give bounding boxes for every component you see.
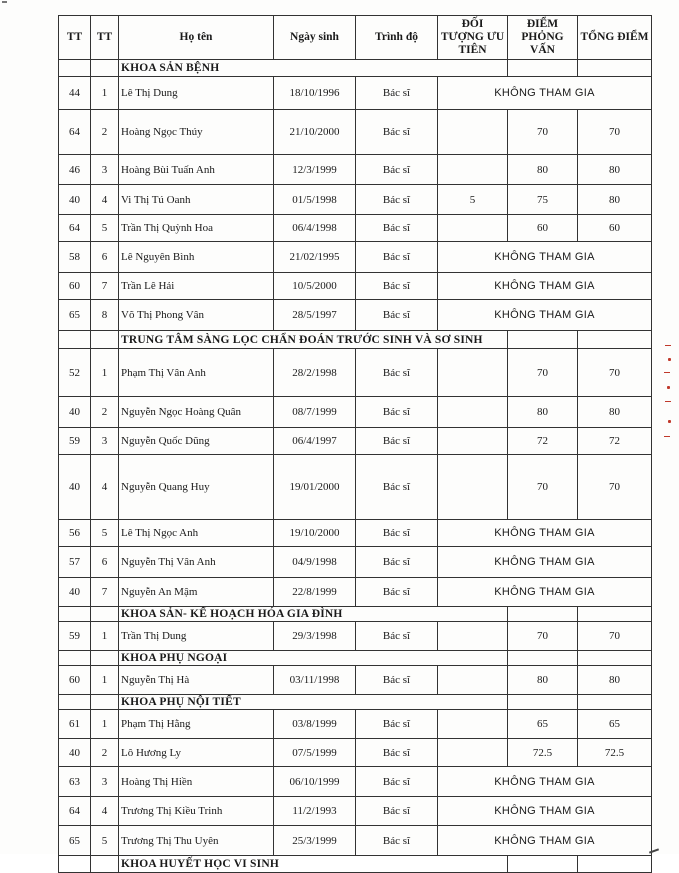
- cell-priority: [438, 710, 508, 739]
- cell-level: Bác sĩ: [356, 397, 438, 428]
- cell-tt-local: 1: [91, 666, 119, 695]
- cell-name: Nguyễn Quốc Dũng: [119, 428, 274, 455]
- cell-dob: 03/8/1999: [274, 710, 356, 739]
- table-row: [59, 767, 652, 797]
- cell-interview: 70: [508, 110, 578, 155]
- section-tt-blank: [59, 60, 91, 77]
- cell-total: 70: [578, 349, 652, 397]
- cell-name: Nguyễn Thị Vân Anh: [119, 547, 274, 578]
- cell-absent: KHÔNG THAM GIA: [438, 273, 652, 300]
- cell-absent: KHÔNG THAM GIA: [438, 77, 652, 110]
- cell-name: Hoàng Ngọc Thúy: [119, 110, 274, 155]
- cell-total: 60: [578, 215, 652, 242]
- cell-tt-global: 65: [59, 300, 91, 331]
- margin-mark: [667, 386, 670, 389]
- header-interview: ĐIỂM PHỎNG VẤN: [508, 16, 578, 60]
- cell-dob: 06/10/1999: [274, 767, 356, 797]
- cell-dob: 03/11/1998: [274, 666, 356, 695]
- cell-tt-local: 8: [91, 300, 119, 331]
- section-blank: [508, 331, 578, 349]
- table-row: [59, 710, 652, 739]
- cell-tt-local: 4: [91, 455, 119, 520]
- cell-name: Võ Thị Phong Vân: [119, 300, 274, 331]
- section-stt-blank: [91, 331, 119, 349]
- cell-tt-local: 2: [91, 110, 119, 155]
- table-row: [59, 547, 652, 578]
- cell-name: Lê Thị Ngọc Anh: [119, 520, 274, 547]
- table-row: [59, 155, 652, 185]
- header-row: [59, 16, 652, 60]
- table-row: [59, 349, 652, 397]
- table-row: [59, 622, 652, 651]
- section-row: [59, 607, 652, 622]
- section-tt-blank: [59, 651, 91, 666]
- section-title: KHOA HUYẾT HỌC VI SINH: [119, 856, 508, 873]
- margin-mark: [668, 420, 671, 423]
- cell-dob: 21/10/2000: [274, 110, 356, 155]
- cell-level: Bác sĩ: [356, 185, 438, 215]
- cell-name: Lô Hương Ly: [119, 739, 274, 767]
- cell-priority: [438, 397, 508, 428]
- cell-tt-local: 1: [91, 349, 119, 397]
- cell-total: 70: [578, 622, 652, 651]
- cell-name: Nguyễn Thị Hà: [119, 666, 274, 695]
- cell-level: Bác sĩ: [356, 273, 438, 300]
- cell-level: Bác sĩ: [356, 797, 438, 826]
- table-row: [59, 578, 652, 607]
- margin-mark: [664, 436, 670, 437]
- cell-absent: KHÔNG THAM GIA: [438, 547, 652, 578]
- cell-tt-local: 1: [91, 622, 119, 651]
- cell-level: Bác sĩ: [356, 155, 438, 185]
- cell-tt-global: 65: [59, 826, 91, 856]
- cell-name: Lê Nguyên Bình: [119, 242, 274, 273]
- section-blank: [578, 607, 652, 622]
- section-stt-blank: [91, 60, 119, 77]
- margin-mark: [664, 372, 670, 373]
- table-row: [59, 110, 652, 155]
- margin-mark: [665, 401, 671, 402]
- cell-tt-global: 40: [59, 578, 91, 607]
- section-title: TRUNG TÂM SÀNG LỌC CHẨN ĐOÁN TRƯỚC SINH VÀ SƠ SINH: [119, 331, 508, 349]
- cell-name: Hoàng Bùi Tuấn Anh: [119, 155, 274, 185]
- section-row: [59, 651, 652, 666]
- cell-name: Lê Thị Dung: [119, 77, 274, 110]
- cell-name: Phạm Thị Hằng: [119, 710, 274, 739]
- cell-level: Bác sĩ: [356, 826, 438, 856]
- cell-total: 72.5: [578, 739, 652, 767]
- cell-dob: 12/3/1999: [274, 155, 356, 185]
- cell-name: Nguyễn Quang Huy: [119, 455, 274, 520]
- cell-tt-global: 56: [59, 520, 91, 547]
- section-stt-blank: [91, 651, 119, 666]
- cell-total: 80: [578, 397, 652, 428]
- cell-dob: 29/3/1998: [274, 622, 356, 651]
- cell-tt-local: 3: [91, 428, 119, 455]
- section-tt-blank: [59, 331, 91, 349]
- cell-tt-global: 40: [59, 397, 91, 428]
- cell-tt-local: 7: [91, 578, 119, 607]
- section-title: KHOA PHỤ NỘI TIẾT: [119, 695, 508, 710]
- section-blank: [578, 651, 652, 666]
- cell-level: Bác sĩ: [356, 666, 438, 695]
- section-title: KHOA SẢN- KẾ HOẠCH HÓA GIA ĐÌNH: [119, 607, 508, 622]
- cell-tt-local: 1: [91, 710, 119, 739]
- table-row: [59, 826, 652, 856]
- cell-tt-local: 5: [91, 826, 119, 856]
- cell-priority: [438, 110, 508, 155]
- cell-tt-global: 59: [59, 428, 91, 455]
- cell-level: Bác sĩ: [356, 77, 438, 110]
- cell-level: Bác sĩ: [356, 578, 438, 607]
- cell-total: 80: [578, 666, 652, 695]
- cell-tt-local: 5: [91, 215, 119, 242]
- table-row: [59, 797, 652, 826]
- cell-priority: 5: [438, 185, 508, 215]
- cell-dob: 18/10/1996: [274, 77, 356, 110]
- table-row: [59, 273, 652, 300]
- cell-dob: 19/01/2000: [274, 455, 356, 520]
- cell-interview: 72.5: [508, 739, 578, 767]
- cell-priority: [438, 622, 508, 651]
- cell-dob: 08/7/1999: [274, 397, 356, 428]
- cell-tt-local: 4: [91, 797, 119, 826]
- cell-level: Bác sĩ: [356, 242, 438, 273]
- cell-dob: 06/4/1997: [274, 428, 356, 455]
- cell-dob: 21/02/1995: [274, 242, 356, 273]
- cell-dob: 19/10/2000: [274, 520, 356, 547]
- cell-tt-global: 64: [59, 215, 91, 242]
- cell-name: Vi Thị Tú Oanh: [119, 185, 274, 215]
- cell-level: Bác sĩ: [356, 547, 438, 578]
- cell-tt-global: 63: [59, 767, 91, 797]
- cell-dob: 11/2/1993: [274, 797, 356, 826]
- header-priority: ĐỐI TƯỢNG ƯU TIÊN: [438, 16, 508, 60]
- cell-tt-local: 3: [91, 155, 119, 185]
- cell-name: Trương Thị Thu Uyên: [119, 826, 274, 856]
- cell-tt-local: 4: [91, 185, 119, 215]
- cell-level: Bác sĩ: [356, 710, 438, 739]
- cell-absent: KHÔNG THAM GIA: [438, 242, 652, 273]
- cell-interview: 72: [508, 428, 578, 455]
- cell-tt-global: 59: [59, 622, 91, 651]
- cell-total: 70: [578, 455, 652, 520]
- cell-interview: 65: [508, 710, 578, 739]
- cell-total: 72: [578, 428, 652, 455]
- cell-level: Bác sĩ: [356, 739, 438, 767]
- table-row: [59, 77, 652, 110]
- cell-level: Bác sĩ: [356, 300, 438, 331]
- cell-interview: 60: [508, 215, 578, 242]
- cell-interview: 80: [508, 666, 578, 695]
- cell-interview: 75: [508, 185, 578, 215]
- table-row: [59, 428, 652, 455]
- cell-level: Bác sĩ: [356, 455, 438, 520]
- cell-level: Bác sĩ: [356, 428, 438, 455]
- cell-interview: 80: [508, 155, 578, 185]
- cell-interview: 80: [508, 397, 578, 428]
- cell-level: Bác sĩ: [356, 349, 438, 397]
- header-tt-global: TT: [59, 16, 91, 60]
- header-total: TỔNG ĐIỂM: [578, 16, 652, 60]
- table-row: [59, 520, 652, 547]
- section-blank: [508, 695, 578, 710]
- section-title: KHOA PHỤ NGOẠI: [119, 651, 508, 666]
- cell-interview: 70: [508, 455, 578, 520]
- cell-tt-global: 64: [59, 110, 91, 155]
- section-row: [59, 331, 652, 349]
- section-row: [59, 60, 652, 77]
- cell-dob: 07/5/1999: [274, 739, 356, 767]
- header-dob: Ngày sinh: [274, 16, 356, 60]
- cell-tt-global: 40: [59, 739, 91, 767]
- cell-level: Bác sĩ: [356, 520, 438, 547]
- cell-name: Phạm Thị Vân Anh: [119, 349, 274, 397]
- cell-tt-global: 60: [59, 666, 91, 695]
- cell-tt-local: 2: [91, 397, 119, 428]
- cell-name: Trần Thị Quỳnh Hoa: [119, 215, 274, 242]
- table-row: [59, 455, 652, 520]
- section-stt-blank: [91, 607, 119, 622]
- cell-total: 80: [578, 185, 652, 215]
- cell-tt-global: 57: [59, 547, 91, 578]
- cell-interview: 70: [508, 622, 578, 651]
- section-stt-blank: [91, 856, 119, 873]
- cell-dob: 06/4/1998: [274, 215, 356, 242]
- cell-name: Hoàng Thị Hiền: [119, 767, 274, 797]
- table-body: [59, 60, 652, 873]
- table-row: [59, 397, 652, 428]
- cell-absent: KHÔNG THAM GIA: [438, 797, 652, 826]
- cell-tt-global: 58: [59, 242, 91, 273]
- cell-dob: 04/9/1998: [274, 547, 356, 578]
- cell-priority: [438, 455, 508, 520]
- margin-mark: [665, 345, 671, 346]
- cell-absent: KHÔNG THAM GIA: [438, 578, 652, 607]
- cell-level: Bác sĩ: [356, 215, 438, 242]
- cell-total: 65: [578, 710, 652, 739]
- cell-tt-local: 3: [91, 767, 119, 797]
- header-tt-local: TT: [91, 16, 119, 60]
- cell-name: Trần Lê Hải: [119, 273, 274, 300]
- cell-total: 80: [578, 155, 652, 185]
- cell-tt-global: 44: [59, 77, 91, 110]
- cell-absent: KHÔNG THAM GIA: [438, 520, 652, 547]
- table-row: [59, 666, 652, 695]
- scan-crop-mark: [2, 1, 7, 3]
- cell-name: Trương Thị Kiều Trinh: [119, 797, 274, 826]
- cell-tt-global: 40: [59, 455, 91, 520]
- cell-total: 70: [578, 110, 652, 155]
- cell-dob: 22/8/1999: [274, 578, 356, 607]
- section-tt-blank: [59, 607, 91, 622]
- section-blank: [578, 331, 652, 349]
- section-tt-blank: [59, 856, 91, 873]
- cell-dob: 28/2/1998: [274, 349, 356, 397]
- cell-tt-global: 40: [59, 185, 91, 215]
- table-row: [59, 739, 652, 767]
- cell-priority: [438, 739, 508, 767]
- table-row: [59, 185, 652, 215]
- cell-level: Bác sĩ: [356, 767, 438, 797]
- cell-tt-local: 1: [91, 77, 119, 110]
- cell-priority: [438, 428, 508, 455]
- cell-tt-global: 61: [59, 710, 91, 739]
- section-blank: [578, 60, 652, 77]
- cell-name: Trần Thị Dung: [119, 622, 274, 651]
- cell-dob: 01/5/1998: [274, 185, 356, 215]
- section-blank: [508, 607, 578, 622]
- cell-dob: 10/5/2000: [274, 273, 356, 300]
- cell-priority: [438, 666, 508, 695]
- cell-priority: [438, 349, 508, 397]
- cell-tt-global: 64: [59, 797, 91, 826]
- cell-priority: [438, 215, 508, 242]
- section-title: KHOA SẢN BỆNH: [119, 60, 508, 77]
- cell-absent: KHÔNG THAM GIA: [438, 767, 652, 797]
- section-blank: [508, 60, 578, 77]
- section-blank: [578, 856, 652, 873]
- cell-tt-global: 46: [59, 155, 91, 185]
- section-blank: [508, 651, 578, 666]
- table-row: [59, 242, 652, 273]
- cell-tt-local: 6: [91, 547, 119, 578]
- cell-absent: KHÔNG THAM GIA: [438, 300, 652, 331]
- cell-level: Bác sĩ: [356, 622, 438, 651]
- margin-mark: [668, 358, 671, 361]
- cell-name: Nguyễn An Mậm: [119, 578, 274, 607]
- results-table: [58, 15, 652, 873]
- cell-absent: KHÔNG THAM GIA: [438, 826, 652, 856]
- table-row: [59, 215, 652, 242]
- cell-tt-local: 7: [91, 273, 119, 300]
- table-row: [59, 300, 652, 331]
- cell-tt-global: 60: [59, 273, 91, 300]
- cell-tt-local: 5: [91, 520, 119, 547]
- section-row: [59, 856, 652, 873]
- cell-interview: 70: [508, 349, 578, 397]
- section-stt-blank: [91, 695, 119, 710]
- header-level: Trình độ: [356, 16, 438, 60]
- cell-name: Nguyễn Ngọc Hoàng Quân: [119, 397, 274, 428]
- cell-dob: 25/3/1999: [274, 826, 356, 856]
- cell-level: Bác sĩ: [356, 110, 438, 155]
- section-blank: [578, 695, 652, 710]
- cell-tt-global: 52: [59, 349, 91, 397]
- cell-tt-local: 6: [91, 242, 119, 273]
- cell-tt-local: 2: [91, 739, 119, 767]
- section-tt-blank: [59, 695, 91, 710]
- cell-priority: [438, 155, 508, 185]
- cell-dob: 28/5/1997: [274, 300, 356, 331]
- section-row: [59, 695, 652, 710]
- section-blank: [508, 856, 578, 873]
- header-name: Họ tên: [119, 16, 274, 60]
